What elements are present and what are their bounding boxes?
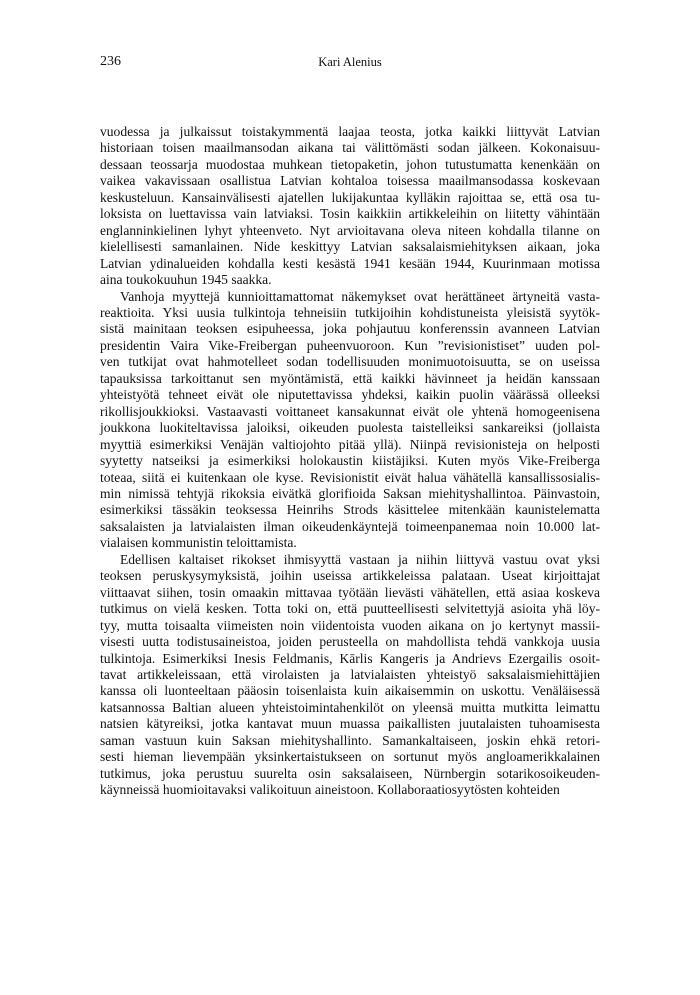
paragraph-2 bbox=[100, 289, 600, 552]
text-line: kanssa oli luonteeltaan pääosin toisenlaista kuin aikaisemmin on uskottu. Venäläisessä bbox=[100, 683, 600, 699]
text-line: min nimissä tehtyjä rikoksia eivätkä glorifioida Saksan miehityshallintoa. Päinvastoin, bbox=[100, 485, 600, 501]
text-line: tulkintoja. Esimerkiksi Inesis Feldmanis, Kārlis Kangeris ja Andrievs Ezergailis osoit- bbox=[100, 650, 600, 666]
text-line: toteaa, siitä ei kuitenkaan ole kyse. Revisionistit eivät halua vähätellä kansallissosialis- bbox=[100, 469, 600, 485]
text-line: joukkona luokiteltavissa jaloiksi, oikeuden puolesta taistelleiksi sankareiksi (jollaista bbox=[100, 420, 600, 436]
text-line: myyttiä esimerkiksi Venäjän valtiojohto pitää yllä). Niinpä revisionisteja on helposti bbox=[100, 436, 600, 452]
running-title: Kari Alenius bbox=[318, 55, 382, 69]
text-line: dessaan teossarja muodostaa muhkean tietopaketin, johon tutustumatta kenenkään on bbox=[100, 156, 600, 172]
text-line: tapauksissa tarkoittanut sen myöntämistä, että kaikki hävinneet ja heidän kanssaan bbox=[100, 370, 600, 386]
text-line: tyy, mutta toisaalta viimeisten noin viidentoista vuoden aikana on jo kertynyt massii- bbox=[100, 617, 600, 633]
text-line: katsannossa Baltian alueen yhteistoimintahenkilöt on yleensä muitta mutkitta leimattu bbox=[100, 699, 600, 715]
text-line: tavat artikkeleissaan, että virolaisten ja latvialaisten yhteistyö saksalaismiehittäjien bbox=[100, 666, 600, 682]
text-line: sistä mainitaan teoksen esipuheessa, joka pohjautuu konferenssin avanneen Latvian bbox=[100, 321, 600, 337]
paragraph-1 bbox=[100, 124, 600, 289]
text-line: tutkimus, joka perustuu suurelta osin saksalaiseen, Nürnbergin sotarikosoikeuden- bbox=[100, 765, 600, 781]
text-line: vuodessa ja julkaissut toistakymmentä laajaa teosta, jotka kaikki liittyvät Latvian bbox=[100, 124, 600, 139]
text-line: englanninkielinen lyhyt yhteenveto. Nyt arvioitavana oleva niteen kohdalla tilanne on bbox=[100, 222, 600, 238]
text-line: loksista on luettavissa vain latviaksi. Tosin kaikkiin artikkeleihin on liitetty vähintään bbox=[100, 206, 600, 222]
body-text bbox=[100, 124, 600, 799]
text-line: presidentin Vaira Vike-Freibergan puheenvuoroon. Kun ”revisionistiset” uuden pol- bbox=[100, 337, 600, 353]
text-line: teoksen peruskysymyksistä, joihin useissa artikkeleissa palataan. Useat kirjoittajat bbox=[100, 568, 600, 584]
text-line: yhteistyötä tehneet eivät ole niputettavissa yhdeksi, kaikin puolin väärässä olleeksi bbox=[100, 387, 600, 403]
text-line: syytetty natseiksi ja esimerkiksi holokaustin kiistäjiksi. Kuten myös Vike-Freiberga bbox=[100, 453, 600, 469]
text-line: historiaan toisen maailmansodan aikana tai välittömästi sodan jälkeen. Kokonaisuu- bbox=[100, 140, 600, 156]
text-line: saksalaisten ja latvialaisten ilman oikeudenkäyntejä toimeenpanemaa noin 10.000 lat- bbox=[100, 518, 600, 534]
text-line: Edellisen kaltaiset rikokset ihmisyyttä vastaan ja niihin liittyvä vastuu ovat yksi bbox=[120, 551, 600, 567]
text-line: sesti hieman lievempään yksinkertaistukseen on sortunut myös angloamerikkalainen bbox=[100, 749, 600, 765]
text-line: Vanhoja myyttejä kunnioittamattomat näkemykset ovat herättäneet ärtyneitä vasta- bbox=[120, 288, 600, 304]
text-line: kielellisesti samanlainen. Nide keskittyy Latvian saksalaismiehityksen aikaan, joka bbox=[100, 239, 600, 255]
paragraph-3 bbox=[100, 552, 600, 799]
text-line: vaikea vakavissaan osallistua Latvian kohtaloa toisessa maailmansodassa koskevaan bbox=[100, 173, 600, 189]
text-line: esimerkiksi tässäkin teoksessa Heinrihs Strods käsittelee mitenkään kaunistelematta bbox=[100, 502, 600, 518]
text-line: visesti uutta todistusaineistoa, joiden perusteella on mahdollista tehdä vankkoja uusia bbox=[100, 634, 600, 650]
text-line: saman vastuun kuin Saksan miehityshallinto. Samankaltaiseen, joskin ehkä retori- bbox=[100, 732, 600, 748]
page-header bbox=[100, 54, 600, 74]
page-number: 236 bbox=[100, 54, 121, 69]
text-line: keskusteluun. Kansainvälisesti ajatellen lukijakuntaa kylläkin rajoittaa se, että osa tu- bbox=[100, 189, 600, 205]
text-line: aina toukokuuhun 1945 saakka. bbox=[100, 272, 272, 288]
text-line: natsien kätyreiksi, jotka kantavat muun muassa paikallisten juutalaisten tuhoamisesta bbox=[100, 716, 600, 732]
text-line: viittaavat siihen, tosin omaakin mittavaa työtään lievästi vähätellen, että asiaa koskeva bbox=[100, 584, 600, 600]
text-line: Latvian ydinalueiden kohdalla kesti kesästä 1941 kesään 1944, Kuurinmaan motissa bbox=[100, 255, 600, 271]
text-line: tutkimus on vielä kesken. Totta toki on, että puutteellisesti selvitettyjä asioita yhä löy- bbox=[100, 601, 600, 617]
text-line: ven tutkijat ovat hahmotelleet sodan todellisuuden monimuotoisuutta, se on useissa bbox=[100, 354, 600, 370]
text-line: reaktioita. Yksi uusia tulkintoja tehneisiin tutkijoihin kohdistuneista yleisistä syytök- bbox=[100, 304, 600, 320]
text-line: käynneissä huomioitavaksi valikoituun aineistoon. Kollaboraatiosyytösten kohteiden bbox=[100, 782, 560, 798]
text-line: vialaisen kommunistin teloittamista. bbox=[100, 535, 297, 551]
text-line: rikollisjoukkioksi. Vastaavasti voittaneet kansakunnat eivät ole yhtenä homogeenisena bbox=[100, 403, 600, 419]
